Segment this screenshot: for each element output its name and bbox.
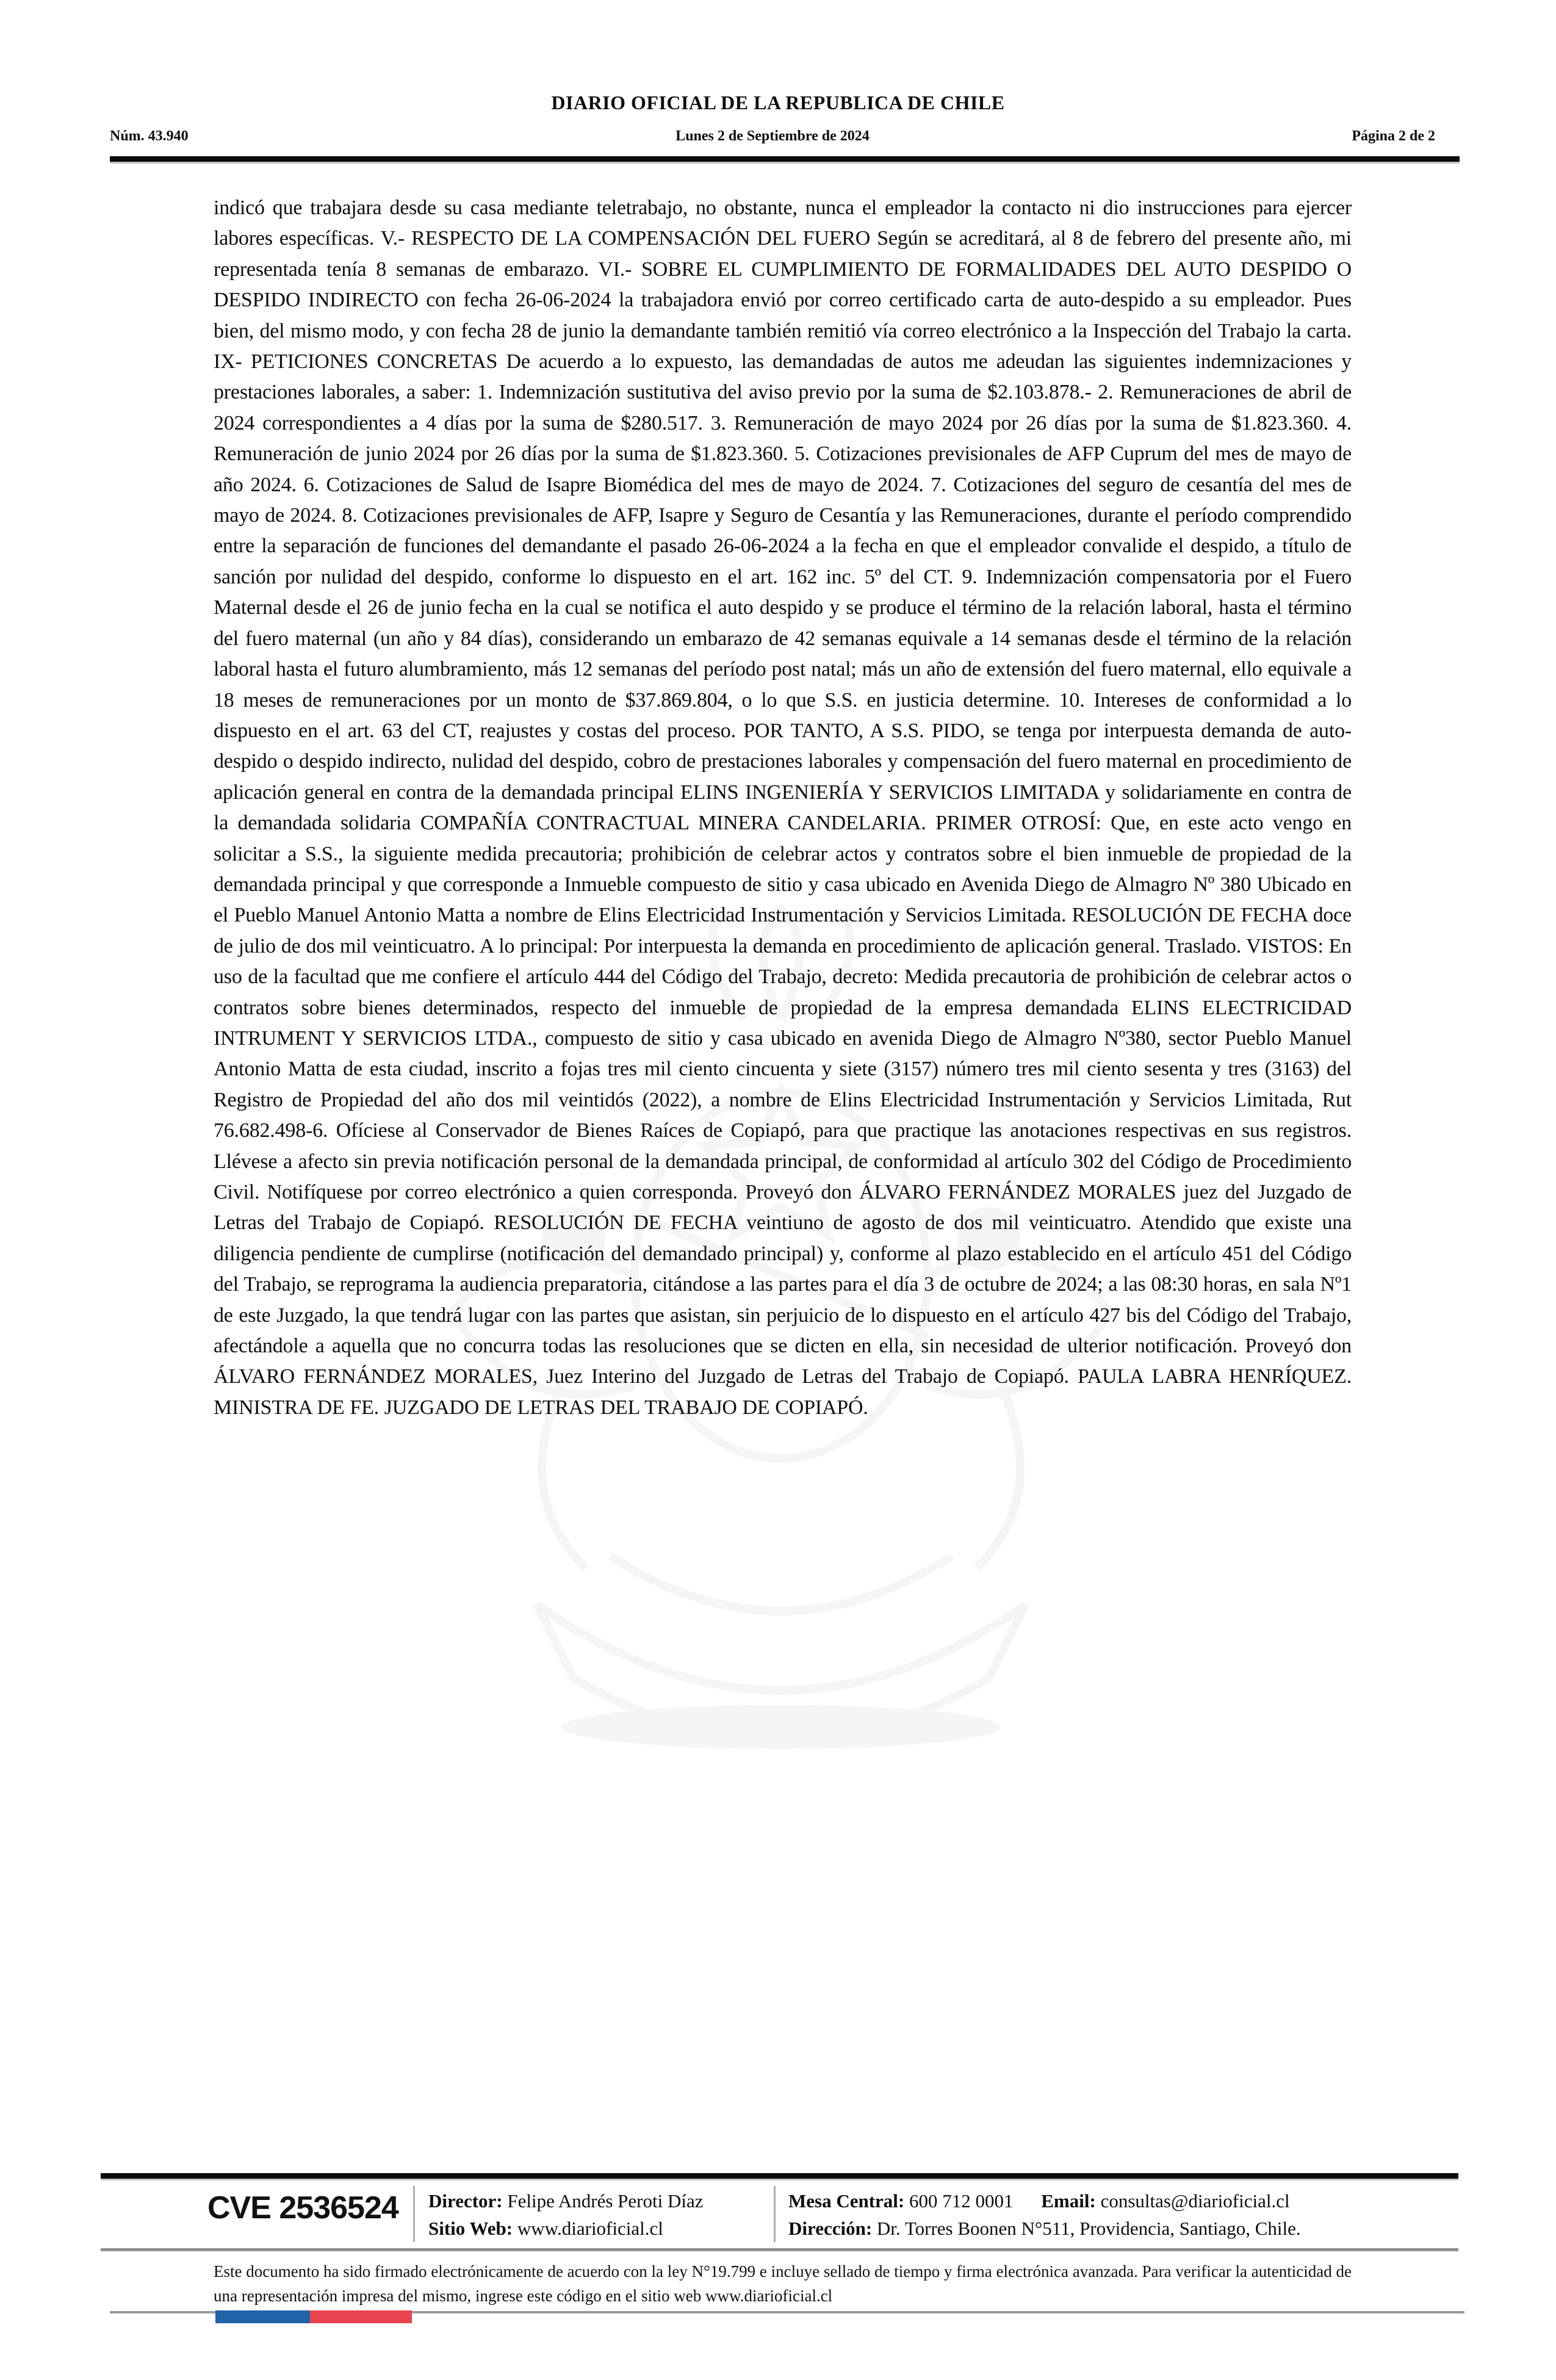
issue-date: Lunes 2 de Septiembre de 2024 [675, 128, 870, 144]
website-label: Sitio Web: [428, 2218, 513, 2239]
legal-notice: Este documento ha sido firmado electrónicamente de acuerdo con la ley N°19.799 e incluye sellado de tiempo y firma electrónica avanzada. Para verificar la autenticidad de una representación impresa del mismo, ingrese este código en el sitio web www.diarioficial.cl [214, 2262, 1352, 2305]
address-value: Dr. Torres Boonen N°511, Providencia, Santiago, Chile. [872, 2218, 1301, 2239]
header-meta-row [110, 128, 1435, 149]
website-value: www.diarioficial.cl [513, 2218, 663, 2239]
page-title: DIARIO OFICIAL DE LA REPUBLICA DE CHILE [551, 92, 1005, 114]
email-value: consultas@diarioficial.cl [1095, 2190, 1290, 2212]
mesa-central-pair [788, 2190, 1014, 2212]
chile-flag-icon [215, 2310, 412, 2323]
footer-contact-column [788, 2187, 1301, 2242]
address-label: Dirección: [788, 2218, 873, 2239]
email-pair [1041, 2190, 1289, 2212]
document-body-paragraph: indicó que trabajara desde su casa mediante teletrabajo, no obstante, nunca el empleador la contacto ni dio instrucciones para ejercer labores específicas. V.- RESPECTO DE LA COMPENSACIÓN DEL FUERO Según se acreditará, al 8 de febrero del presente año, mi representada tenía 8 semanas de embarazo. VI.- SOBRE EL CUMPLIMIENTO DE FORMALIDADES DEL AUTO DESPIDO O DESPIDO INDIRECTO con fecha 26-06-2024 la trabajadora envió por correo certificado carta de auto-despido a su empleador. Pues bien, del mismo modo, y con fecha 28 de junio la demandante también remitió vía correo electrónico a la Inspección del Trabajo la carta. IX- PETICIONES CONCRETAS De acuerdo a lo expuesto, las demandadas de autos me adeudan las siguientes indemnizaciones y prestaciones laborales, a saber: 1. Indemnización sustitutiva del aviso previo por la suma de $2.103.878.- 2. Remuneraciones de abril de 2024 correspondientes a 4 días por la suma de $280.517. 3. Remuneración de mayo 2024 por 26 días por la suma de $1.823.360. 4. Remuneración de junio 2024 por 26 días por la suma de $1.823.360. 5. Cotizaciones previsionales de AFP Cuprum del mes de mayo de año 2024. 6. Cotizaciones de Salud de Isapre Biomédica del mes de mayo de 2024. 7. Cotizaciones del seguro de cesantía del mes de mayo de 2024. 8. Cotizaciones previsionales de AFP, Isapre y Seguro de Cesantía y las Remuneraciones, durante el período comprendido entre la separación de funciones del demandante el pasado 26-06-2024 a la fecha en que el empleador convalide el despido, a título de sanción por nulidad del despido, conforme lo dispuesto en el art. 162 inc. 5º del CT. 9. Indemnización compensatoria por el Fuero Maternal desde el 26 de junio fecha en la cual se notifica el auto despido y se produce el término de la relación laboral, hasta el término del fuero maternal (un año y 84 días), considerando un embarazo de 42 semanas equivale a 14 semanas desde el término de la relación laboral hasta el futuro alumbramiento, más 12 semanas del período post natal; más un año de extensión del fuero maternal, ello equivale a 18 meses de remuneraciones por un monto de $37.869.804, o lo que S.S. en justicia determine. 10. Intereses de conformidad a lo dispuesto en el art. 63 del CT, reajustes y costas del proceso. POR TANTO, A S.S. PIDO, se tenga por interpuesta demanda de auto-despido o despido indirecto, nulidad del despido, cobro de prestaciones laborales y compensación del fuero maternal en procedimiento de aplicación general en contra de la demandada principal ELINS INGENIERÍA Y SERVICIOS LIMITADA y solidariamente en contra de la demandada solidaria COMPAÑÍA CONTRACTUAL MINERA CANDELARIA. PRIMER OTROSÍ: Que, en este acto vengo en solicitar a S.S., la siguiente medida precautoria; prohibición de celebrar actos y contratos sobre el bien inmueble de propiedad de la demandada principal y que corresponde a Inmueble compuesto de sitio y casa ubicado en Avenida Diego de Almagro Nº 380 Ubicado en el Pueblo Manuel Antonio Matta a nombre de Elins Electricidad Instrumentación y Servicios Limitada. RESOLUCIÓN DE FECHA doce de julio de dos mil veinticuatro. A lo principal: Por interpuesta la demanda en procedimiento de aplicación general. Traslado. VISTOS: En uso de la facultad que me confiere el artículo 444 del Código del Trabajo, decreto: Medida precautoria de prohibición de celebrar actos o contratos sobre bienes determinados, respecto del inmueble de propiedad de la empresa demandada ELINS ELECTRICIDAD INTRUMENT Y SERVICIOS LTDA., compuesto de sitio y casa ubicado en avenida Diego de Almagro Nº380, sector Pueblo Manuel Antonio Matta de esta ciudad, inscrito a fojas tres mil ciento cincuenta y siete (3157) número tres mil ciento sesenta y tres (3163) del Registro de Propiedad del año dos mil veintidós (2022), a nombre de Elins Electricidad Instrumentación y Servicios Limitada, Rut 76.682.498-6. Ofíciese al Conservador de Bienes Raíces de Copiapó, para que practique las anotaciones respectivas en sus registros. Llévese a afecto sin previa notificación personal de la demandada principal, de conformidad al artículo 302 del Código de Procedimiento Civil. Notifíquese por correo electrónico a quien corresponda. Proveyó don ÁLVARO FERNÁNDEZ MORALES juez del Juzgado de Letras del Trabajo de Copiapó. RESOLUCIÓN DE FECHA veintiuno de agosto de dos mil veinticuatro. Atendido que existe una diligencia pendiente de cumplirse (notificación del demandado principal) y, conforme al plazo establecido en el artículo 451 del Código del Trabajo, se reprograma la audiencia preparatoria, citándose a las partes para el día 3 de octubre de 2024; a las 08:30 horas, en sala Nº1 de este Juzgado, la que tendrá lugar con las partes que asistan, sin perjuicio de lo dispuesto en el artículo 427 bis del Código del Trabajo, afectándole a aquella que no concurra todas las resoluciones que se dicten en ella, sin necesidad de ulterior notificación. Proveyó don ÁLVARO FERNÁNDEZ MORALES, Juez Interino del Juzgado de Letras del Trabajo de Copiapó. PAULA LABRA HENRÍQUEZ. MINISTRA DE FE. JUZGADO DE LETRAS DEL TRABAJO DE COPIAPÓ. [214, 197, 1352, 1419]
chile-flag-blue-band [215, 2310, 310, 2323]
footer-divider [413, 2186, 415, 2242]
footer-divider [774, 2186, 776, 2242]
contact-row-2 [788, 2215, 1301, 2242]
website-row [428, 2215, 704, 2242]
email-label: Email: [1041, 2190, 1096, 2212]
contact-row-1 [788, 2187, 1301, 2215]
issue-number: Núm. 43.940 [110, 128, 189, 144]
director-row [428, 2187, 704, 2215]
director-label: Director: [428, 2190, 503, 2212]
director-value: Felipe Andrés Peroti Díaz [502, 2190, 704, 2212]
footer-director-column [428, 2187, 704, 2242]
mesa-central-label: Mesa Central: [788, 2190, 905, 2212]
header-rule [110, 156, 1460, 162]
page-indicator: Página 2 de 2 [1352, 128, 1435, 144]
mesa-central-value: 600 712 0001 [904, 2190, 1014, 2212]
cve-number: CVE 2536524 [207, 2190, 398, 2226]
chile-flag-red-band [310, 2310, 412, 2323]
footer-top-rule [101, 2173, 1458, 2179]
footer-gray-rule [101, 2248, 1458, 2251]
